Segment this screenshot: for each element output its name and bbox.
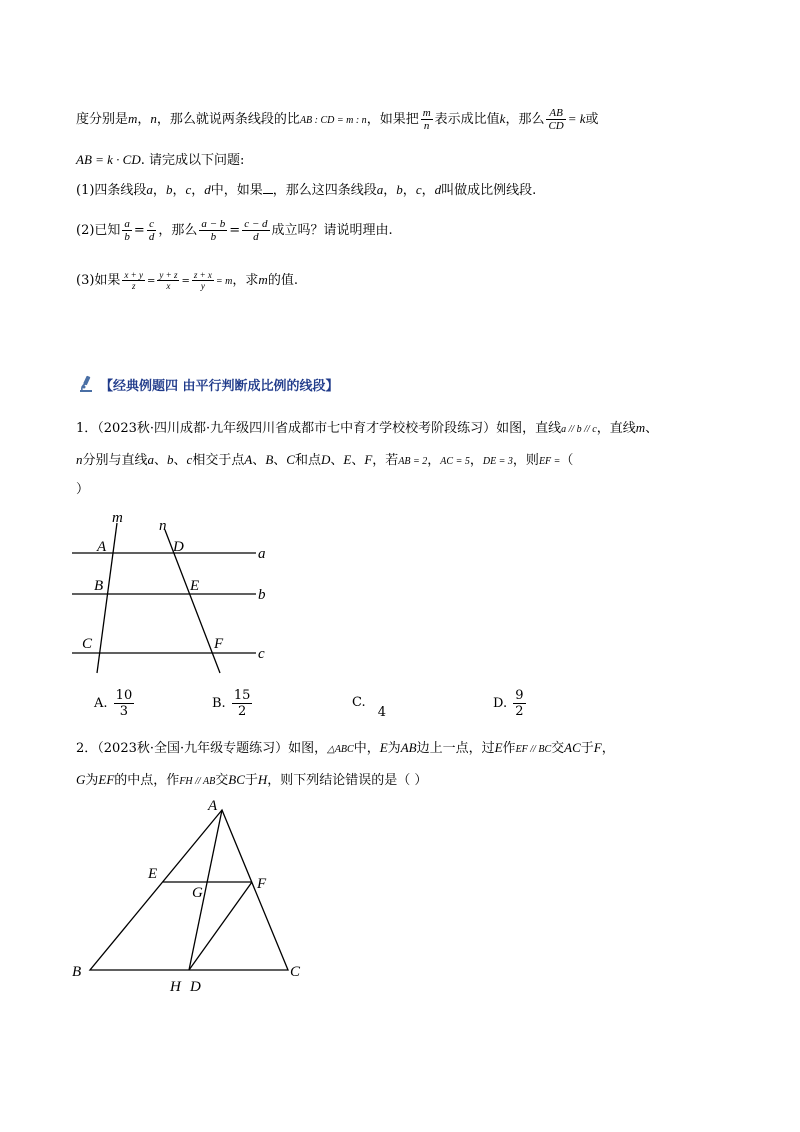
var-k: k bbox=[499, 111, 506, 126]
parallel-expression: a // b // c bbox=[561, 424, 597, 435]
option-c[interactable] bbox=[352, 695, 387, 720]
text: ， bbox=[137, 112, 151, 127]
label-D: D bbox=[173, 539, 184, 555]
option-a[interactable] bbox=[94, 688, 136, 719]
text: 、 bbox=[645, 421, 659, 436]
var-m: m bbox=[635, 420, 646, 435]
var: a bbox=[376, 182, 384, 197]
fraction bbox=[157, 270, 179, 291]
problem-1-line-2: n分别与直线a、b、c相交于点A、B、C和点D、E、F，若AB = 2，AC = 5，DE = 3，则EF =（ bbox=[76, 452, 574, 468]
denominator: x bbox=[157, 280, 179, 291]
label-D: D bbox=[190, 979, 201, 995]
point-e: E bbox=[494, 740, 503, 755]
triangle-abc: △ABC bbox=[327, 744, 354, 755]
point-g: G bbox=[76, 772, 86, 787]
text: 或 bbox=[585, 112, 599, 127]
expression: AB = k · CD bbox=[76, 152, 141, 167]
numerator: x + y bbox=[124, 270, 143, 280]
text: 交 bbox=[215, 773, 229, 788]
option-value: 4 bbox=[377, 705, 387, 720]
text: 、 bbox=[273, 453, 287, 468]
text: (1)四条线段 bbox=[76, 183, 147, 198]
label-a: a bbox=[258, 546, 266, 562]
label-F: F bbox=[257, 876, 267, 892]
var-m: m bbox=[128, 111, 138, 126]
denominator: d bbox=[148, 231, 155, 243]
text: ，求 bbox=[232, 273, 259, 288]
answer-blank[interactable] bbox=[263, 183, 273, 194]
text: 、 bbox=[173, 453, 187, 468]
text: 表示成比值 bbox=[434, 112, 500, 127]
fraction bbox=[242, 218, 269, 243]
numerator: z + x bbox=[193, 270, 212, 280]
parallel-fh-ab: FH // AB bbox=[179, 776, 216, 787]
option-d[interactable] bbox=[493, 688, 528, 719]
text: ，如果把 bbox=[366, 112, 419, 127]
denominator: 2 bbox=[232, 703, 253, 719]
text: ，则 bbox=[512, 453, 539, 468]
given-ac: AC = 5 bbox=[440, 456, 470, 467]
target-ef: EF = bbox=[538, 456, 561, 467]
denominator: 2 bbox=[515, 704, 524, 719]
label-F: F bbox=[214, 636, 224, 652]
var: a bbox=[146, 182, 153, 197]
fraction bbox=[122, 218, 132, 243]
var-m: m bbox=[258, 272, 268, 287]
label-n: n bbox=[159, 518, 167, 534]
text: ，则下列结论错误的是（ ） bbox=[267, 773, 428, 788]
point-f: F bbox=[593, 740, 602, 755]
label-m: m bbox=[112, 510, 123, 526]
denominator: d bbox=[242, 230, 269, 243]
label-E: E bbox=[148, 866, 158, 882]
label-E: E bbox=[190, 578, 200, 594]
numerator: 15 bbox=[233, 688, 251, 703]
problem-1-line-1 bbox=[76, 418, 658, 440]
numerator: m bbox=[422, 107, 431, 119]
text: 相交于点 bbox=[192, 453, 245, 468]
given-ab: AB = 2 bbox=[398, 456, 428, 467]
fraction-ab-cd bbox=[546, 107, 565, 132]
denominator: b bbox=[124, 231, 130, 243]
text: （ bbox=[560, 453, 574, 468]
numerator: AB bbox=[549, 107, 563, 119]
section-heading bbox=[76, 374, 339, 394]
triangle-figure bbox=[62, 795, 322, 1000]
text: . 请完成以下问题: bbox=[140, 153, 245, 168]
text: 作 bbox=[502, 741, 516, 756]
point-b: B bbox=[265, 452, 274, 467]
text: ，直线 bbox=[596, 421, 636, 436]
label-C: C bbox=[82, 636, 93, 652]
problem-1-line-3 bbox=[76, 480, 89, 500]
label-G: G bbox=[192, 885, 203, 901]
point-f: F bbox=[364, 452, 373, 467]
text: ，那么 bbox=[505, 112, 545, 127]
numerator: c bbox=[149, 218, 155, 230]
fraction bbox=[192, 270, 214, 291]
given-de: DE = 3 bbox=[482, 456, 513, 467]
var: d bbox=[204, 182, 211, 197]
problem-2-line-1 bbox=[76, 738, 615, 760]
heading-text: 【经典例题四 由平行判断成比例的线段】 bbox=[100, 378, 339, 394]
question-2: (2)已知 $\frac{a}{b}$ = $\frac{c}{d}$ ，那么 $\frac{a - b}{b}$ = $\frac{c - d}{d}$ 成立吗？请说明理由. bbox=[76, 218, 393, 243]
denominator: z bbox=[122, 280, 145, 291]
text: ） bbox=[76, 482, 90, 497]
label-A: A bbox=[97, 539, 107, 555]
var-n: n bbox=[76, 452, 83, 467]
numerator: y + z bbox=[159, 270, 178, 280]
microscope-icon bbox=[76, 374, 96, 394]
label-H: H bbox=[170, 979, 181, 995]
point-e: E bbox=[343, 452, 352, 467]
label-A: A bbox=[208, 798, 218, 814]
denominator: CD bbox=[548, 120, 564, 132]
denominator: n bbox=[421, 119, 433, 132]
text: 中， bbox=[353, 741, 380, 756]
text: 为 bbox=[387, 741, 401, 756]
text: (2)已知 bbox=[76, 223, 121, 238]
text: 1．（2023秋·四川成都·九年级四川省成都市七中育才学校校考阶段练习）如图，直线 bbox=[76, 421, 562, 436]
var: b bbox=[396, 182, 403, 197]
option-letter: A. bbox=[94, 696, 108, 711]
text: (3)如果 bbox=[76, 273, 121, 288]
question-3: (3)如果 $\frac{x + y}{z}$ = $\frac{y + z}{x}$ = $\frac{z + x}{y}$ = m，求m的值. bbox=[76, 270, 298, 291]
point-d: D bbox=[320, 452, 331, 467]
text: ， bbox=[601, 741, 615, 756]
text: 叫做成比例线段. bbox=[441, 183, 537, 198]
text: 、 bbox=[351, 453, 365, 468]
fraction bbox=[122, 270, 145, 291]
text: ，那么 bbox=[158, 223, 198, 238]
fraction bbox=[199, 218, 227, 243]
label-B: B bbox=[72, 964, 82, 980]
var-n: n bbox=[150, 111, 157, 126]
text: ，那么这四条线段 bbox=[272, 183, 377, 198]
intro-line-1 bbox=[76, 107, 599, 132]
text: 度分别是 bbox=[76, 112, 129, 127]
text: 为 bbox=[85, 773, 99, 788]
text: 2．（2023秋·全国·九年级专题练习）如图， bbox=[76, 741, 328, 756]
segment-bc: BC bbox=[228, 772, 245, 787]
text: ，那么就说两条线段的比 bbox=[156, 112, 300, 127]
intro-line-2 bbox=[76, 150, 244, 171]
text: ，若 bbox=[372, 453, 399, 468]
option-b[interactable] bbox=[212, 688, 254, 719]
numerator: 9 bbox=[515, 688, 524, 703]
text: 于 bbox=[580, 741, 594, 756]
option-letter: D. bbox=[493, 696, 508, 711]
fraction bbox=[232, 688, 253, 719]
text: 成立吗？请说明理由. bbox=[271, 223, 393, 238]
text: 于 bbox=[244, 773, 258, 788]
numerator: a − b bbox=[201, 218, 226, 230]
var: c bbox=[185, 182, 192, 197]
segment-ab: AB bbox=[400, 740, 417, 755]
segment-ef: EF bbox=[98, 772, 115, 787]
parallel-lines-figure bbox=[60, 505, 290, 680]
numerator: a bbox=[124, 218, 130, 230]
label-B: B bbox=[94, 578, 104, 594]
label-C: C bbox=[290, 964, 301, 980]
point-h: H bbox=[257, 772, 268, 787]
label-c: c bbox=[258, 646, 265, 662]
equals-m: = m bbox=[215, 276, 233, 287]
fraction bbox=[114, 688, 135, 719]
text: 分别与直线 bbox=[82, 453, 148, 468]
parallel-ef-bc: EF // BC bbox=[515, 744, 552, 755]
text: 、 bbox=[154, 453, 168, 468]
point-c: C bbox=[286, 452, 295, 467]
text: 、 bbox=[252, 453, 266, 468]
fraction bbox=[513, 688, 525, 719]
var-a: a bbox=[147, 452, 155, 467]
option-letter: C. bbox=[352, 695, 366, 710]
text: 和点 bbox=[294, 453, 321, 468]
label-b: b bbox=[258, 587, 266, 603]
numerator: 10 bbox=[115, 688, 133, 703]
var-b: b bbox=[167, 452, 174, 467]
fraction bbox=[147, 218, 157, 243]
question-1: (1)四条线段a，b，c，d中，如果 ，那么这四条线段a，b，c，d叫做成比例线段. bbox=[76, 182, 537, 198]
text: 的中点，作 bbox=[114, 773, 180, 788]
point-e: E bbox=[379, 740, 388, 755]
var-c: c bbox=[186, 452, 193, 467]
point-a: A bbox=[244, 452, 253, 467]
text: 交 bbox=[551, 741, 565, 756]
var: d bbox=[434, 182, 442, 197]
option-letter: B. bbox=[212, 696, 226, 711]
var: b bbox=[165, 182, 173, 197]
var: c bbox=[415, 182, 422, 197]
segment-ac: AC bbox=[564, 740, 581, 755]
text: 的值. bbox=[267, 273, 298, 288]
denominator: y bbox=[192, 280, 214, 291]
problem-2-line-2 bbox=[76, 770, 427, 792]
text: 中，如果 bbox=[210, 183, 263, 198]
ratio-expression: AB : CD = m : n bbox=[299, 115, 367, 126]
text: 、 bbox=[330, 453, 344, 468]
fraction-m-n bbox=[421, 107, 433, 132]
equals-k: = k bbox=[567, 111, 586, 126]
text: 边上一点，过 bbox=[416, 741, 495, 756]
numerator: c − d bbox=[244, 218, 268, 230]
denominator: b bbox=[199, 230, 227, 243]
denominator: 3 bbox=[114, 703, 135, 719]
